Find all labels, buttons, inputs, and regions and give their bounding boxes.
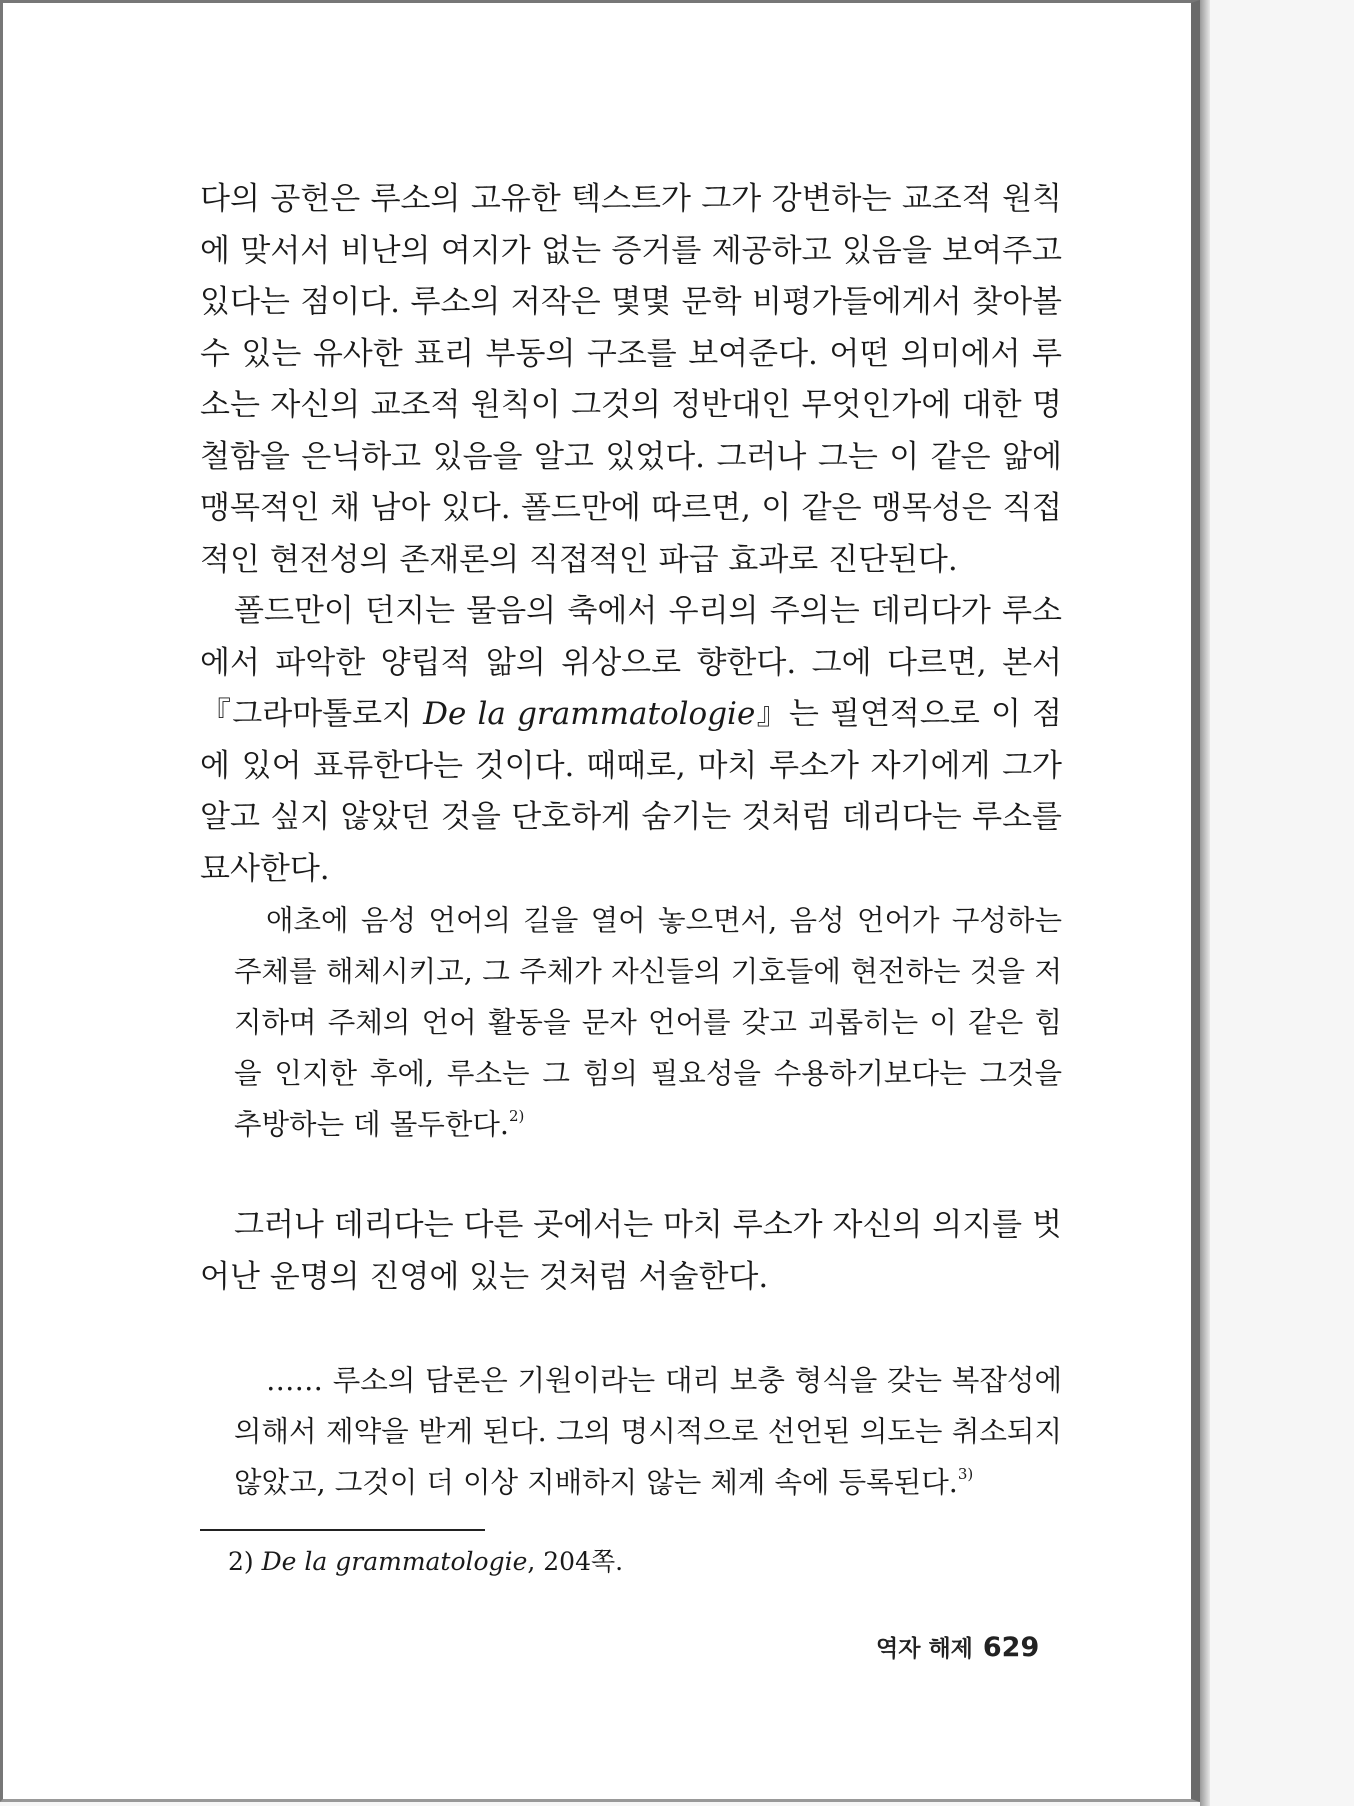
block-quote-1 xyxy=(234,895,1062,1150)
paragraph-1: 다의 공헌은 루소의 고유한 텍스트가 그가 강변하는 교조적 원칙에 맞서서 비난의 여지가 없는 증거를 제공하고 있음을 보여주고 있다는 점이다. 루소의 저작은 몇몇 문학 비평가들에게서 찾아볼 수 있는 유사한 표리 부동의 구조를 보여준다. 어떤 의미에서 루소는 자신의 교조적 원칙이 그것의 정반대인 무엇인가에 대한 명철함을 은닉하고 있음을 알고 있었다. 그러나 그는 이 같은 앎에 맹목적인 채 남아 있다. 폴드만에 따르면, 이 같은 맹목성은 직접적인 현전성의 존재론의 직접적인 파급 효과로 진단된다. xyxy=(200,181,1062,578)
running-head xyxy=(876,1630,1039,1663)
page-number: 629 xyxy=(982,1632,1040,1663)
block-quote-1-text: 애초에 음성 언어의 길을 열어 놓으면서, 음성 언어가 구성하는 주체를 해체시키고, 그 주체가 자신들의 기호들에 현전하는 것을 저지하며 주체의 언어 활동을 문자 언어를 갖고 괴롭히는 이 같은 힘을 인지한 후에, 루소는 그 힘의 필요성을 수용하기보다는 그것을 추방하는 데 몰두한다. xyxy=(234,904,1062,1141)
footnote-divider xyxy=(200,1529,485,1531)
paragraph-2-text-a: 폴드만이 던지는 물음의 축에서 우리의 주의는 데리다가 루소에서 파악한 양립적 앎의 위상으로 향한다. 그에 다르면, 본서 『그라마톨로지 xyxy=(200,593,1062,732)
footnote-ref-3: 3) xyxy=(957,1465,974,1483)
paragraph-3: 그러나 데리다는 다른 곳에서는 마치 루소가 자신의 의지를 벗어난 운명의 진영에 있는 것처럼 서술한다. xyxy=(200,1207,1062,1295)
footnote-title: De la grammatologie xyxy=(261,1547,528,1576)
main-text xyxy=(200,174,1062,895)
block-quote-2 xyxy=(234,1355,1062,1508)
paragraph-2-text-b: 』는 필연적으로 이 점에 있어 표류한다는 것이다. 때때로, 마치 루소가 자기에게 그가 알고 싶지 않았던 것을 단호하게 숨기는 것처럼 데리다는 루소를 묘사한다. xyxy=(200,696,1062,887)
footnote-number: 2) xyxy=(228,1547,254,1576)
block-quote-2-text: …… 루소의 담론은 기원이라는 대리 보충 형식을 갖는 복잡성에 의해서 제약을 받게 된다. 그의 명시적으로 선언된 의도는 취소되지 않았고, 그것이 더 이상 지배하지 않는 체계 속에 등록된다. xyxy=(234,1364,1062,1499)
footnote-ref-2: 2) xyxy=(508,1107,525,1125)
running-head-label: 역자 해제 xyxy=(876,1636,973,1662)
paragraph-2 xyxy=(200,586,1062,895)
book-title-italic: De la grammatologie xyxy=(423,696,756,732)
footnote-rest: , 204쪽. xyxy=(527,1547,624,1576)
main-text-2 xyxy=(200,1200,1062,1303)
page-edge xyxy=(1200,0,1210,1806)
footnote xyxy=(228,1542,623,1578)
